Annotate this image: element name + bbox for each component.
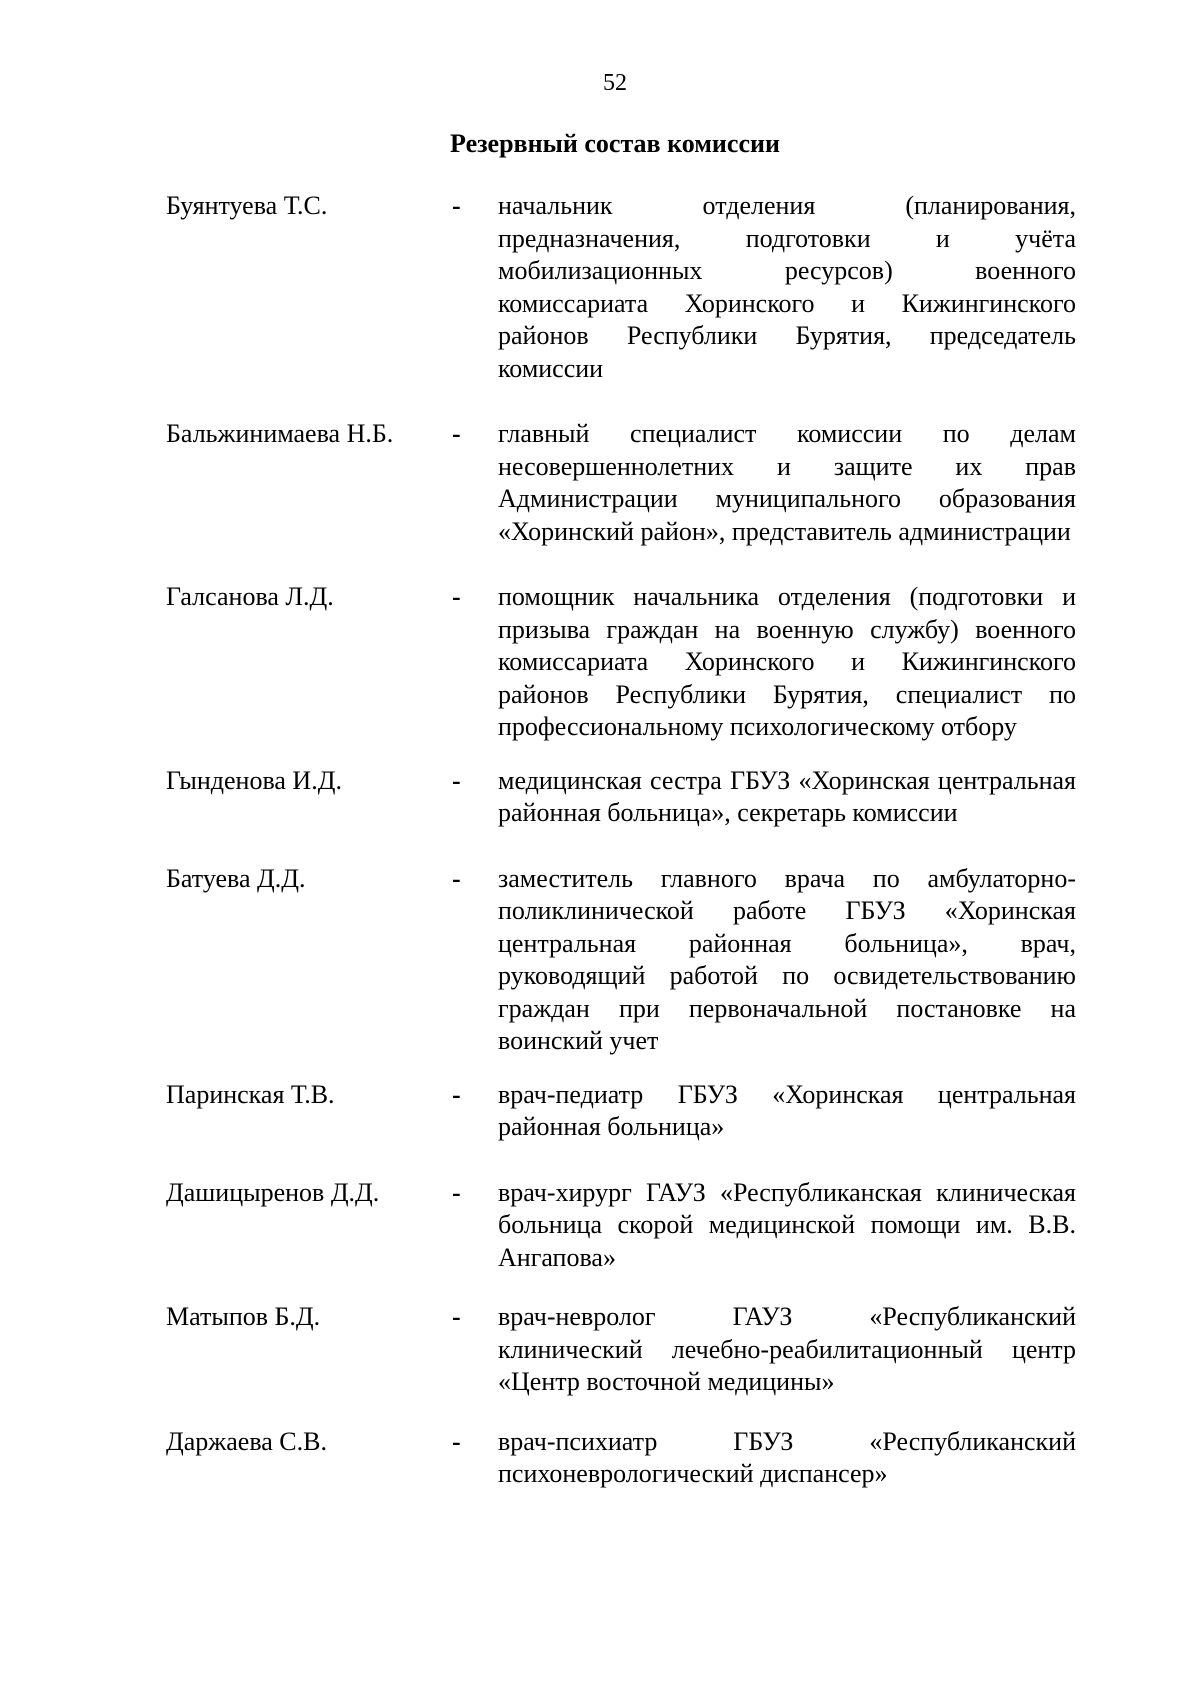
member-name: Буянтуева Т.С.: [166, 191, 328, 220]
member-entry: [166, 1301, 1076, 1399]
member-dash: -: [452, 765, 461, 795]
member-name: Дашицыренов Д.Д.: [166, 1177, 380, 1207]
member-dash: -: [452, 582, 461, 611]
member-entry: [166, 581, 1076, 744]
member-dash: -: [452, 1079, 461, 1109]
member-entry: [166, 863, 1076, 1058]
member-role: заместитель главного врача по амбулаторно-поликлинической работе ГБУЗ «Хоринская центральная районная больница», врач, руководящий работой по освидетельствованию граждан при первоначальной постановке на воинский учет: [498, 863, 1076, 1055]
member-role: врач-невролог ГАУЗ «Республиканский клинический лечебно-реабилитационный центр «Центр восточной медицины»: [498, 1302, 1076, 1396]
member-dash: -: [452, 191, 461, 220]
page-number: 52: [603, 70, 627, 96]
commission-members-list: [166, 190, 1076, 1491]
member-dash: -: [452, 1426, 461, 1456]
member-entry: [166, 765, 1076, 830]
member-role: помощник начальника отделения (подготовки и призыва граждан на военную службу) военного комиссариата Хоринского и Кижингинского районов Республики Бурятия, специалист по профессиональному психологическому отбору: [498, 582, 1076, 741]
member-role: врач-психиатр ГБУЗ «Республиканский психоневрологический диспансер»: [498, 1426, 1076, 1488]
member-entry: [166, 418, 1076, 548]
member-dash: -: [452, 419, 461, 448]
member-role: главный специалист комиссии по делам несовершеннолетних и защите их прав Администрации муниципального образования «Хоринский район», представитель администрации: [498, 419, 1076, 546]
member-entry: [166, 190, 1076, 385]
member-name: Даржаева С.В.: [166, 1426, 327, 1456]
member-name: Галсанова Л.Д.: [166, 582, 334, 611]
member-role: медицинская сестра ГБУЗ «Хоринская центральная районная больница», секретарь комиссии: [498, 765, 1076, 827]
member-dash: -: [452, 1302, 461, 1331]
member-name: Батуева Д.Д.: [166, 863, 306, 893]
member-entry: [166, 1426, 1076, 1491]
member-name: Паринская Т.В.: [166, 1079, 335, 1109]
member-name: Матыпов Б.Д.: [166, 1302, 321, 1331]
member-dash: -: [452, 863, 461, 893]
member-dash: -: [452, 1177, 461, 1207]
member-name: Гынденова И.Д.: [166, 765, 342, 795]
member-role: начальник отделения (планирования, предназначения, подготовки и учёта мобилизационных ресурсов) военного комиссариата Хоринского и Кижингинского районов Республики Бурятия, председатель комиссии: [498, 191, 1076, 383]
member-entry: [166, 1177, 1076, 1275]
member-entry: [166, 1079, 1076, 1144]
member-role: врач-хирург ГАУЗ «Республиканская клиническая больница скорой медицинской помощи им. В.В. Ангапова»: [498, 1177, 1076, 1272]
member-name: Бальжинимаева Н.Б.: [166, 419, 394, 448]
document-title: Резервный состав комиссии: [450, 129, 780, 158]
member-role: врач-педиатр ГБУЗ «Хоринская центральная районная больница»: [498, 1079, 1076, 1141]
